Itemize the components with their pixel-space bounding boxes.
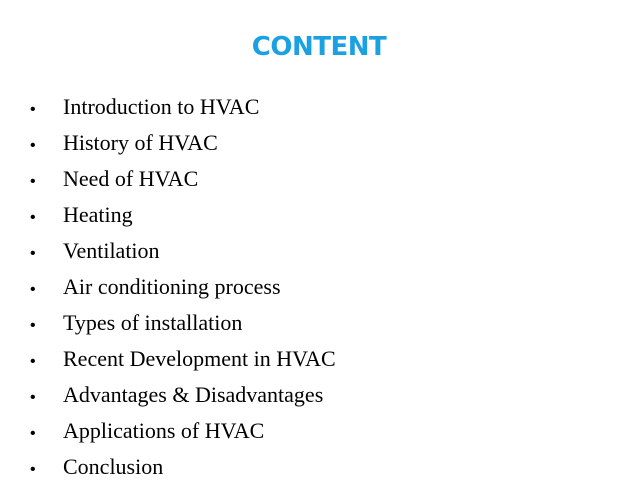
- bullet-icon: •: [30, 317, 36, 334]
- list-item: [30, 305, 336, 341]
- bullet-icon: •: [30, 173, 36, 190]
- content-list: [30, 89, 336, 485]
- list-item: [30, 125, 336, 161]
- list-item-label: History of HVAC: [63, 130, 218, 155]
- list-item-label: Conclusion: [63, 454, 164, 479]
- bullet-icon: •: [30, 137, 36, 154]
- list-item-label: Introduction to HVAC: [63, 94, 260, 119]
- bullet-icon: •: [30, 461, 36, 478]
- list-item: [30, 341, 336, 377]
- list-item: [30, 449, 336, 485]
- list-item: [30, 89, 336, 125]
- bullet-icon: •: [30, 389, 36, 406]
- bullet-icon: •: [30, 353, 36, 370]
- slide-title: CONTENT: [251, 32, 387, 62]
- list-item: [30, 377, 336, 413]
- bullet-icon: •: [30, 281, 36, 298]
- list-item: [30, 161, 336, 197]
- list-item: [30, 197, 336, 233]
- list-item-label: Advantages & Disadvantages: [63, 382, 324, 407]
- list-item-label: Applications of HVAC: [63, 418, 265, 443]
- bullet-icon: •: [30, 245, 36, 262]
- list-item-label: Ventilation: [63, 238, 160, 263]
- list-item: [30, 413, 336, 449]
- list-item-label: Recent Development in HVAC: [63, 346, 336, 371]
- list-item-label: Air conditioning process: [63, 274, 281, 299]
- bullet-icon: •: [30, 425, 36, 442]
- list-item-label: Types of installation: [63, 310, 243, 335]
- list-item-label: Heating: [63, 202, 133, 227]
- list-item: [30, 269, 336, 305]
- bullet-icon: •: [30, 209, 36, 226]
- bullet-icon: •: [30, 101, 36, 118]
- list-item-label: Need of HVAC: [63, 166, 199, 191]
- list-item: [30, 233, 336, 269]
